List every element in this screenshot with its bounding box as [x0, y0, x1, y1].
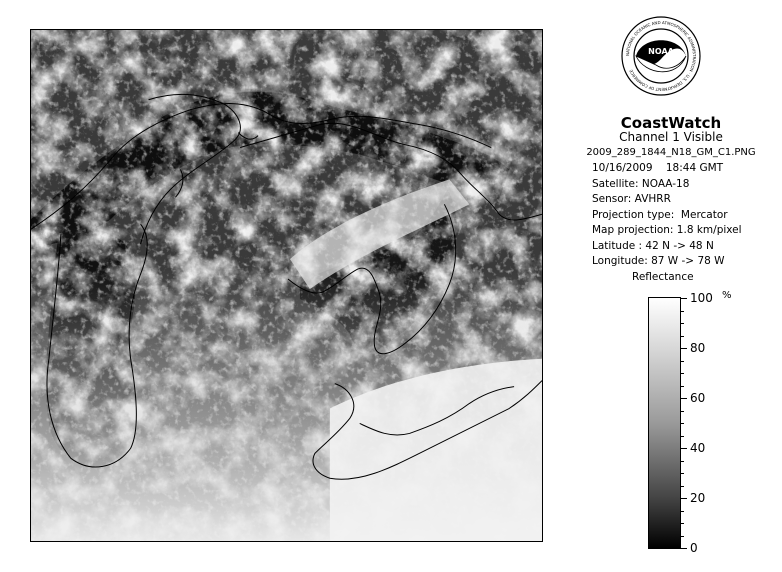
satellite-text: Satellite: NOAA-18	[592, 177, 690, 190]
latitude-text: Latitude : 42 N -> 48 N	[592, 239, 714, 252]
colorbar-minor-tick	[681, 473, 684, 474]
colorbar-minor-tick	[681, 461, 684, 462]
legend-unit: %	[722, 290, 732, 301]
colorbar-tick-label: 60	[690, 391, 706, 405]
colorbar-tick	[681, 348, 687, 349]
colorbar-minor-tick	[681, 536, 684, 537]
colorbar-minor-tick	[681, 511, 684, 512]
colorbar-tick	[681, 548, 687, 549]
colorbar-tick	[681, 398, 687, 399]
map-projection-text: Map projection: 1.8 km/pixel	[592, 224, 742, 236]
colorbar-minor-tick	[681, 336, 684, 337]
noaa-logo	[620, 13, 702, 107]
datetime-text: 10/16/2009 18:44 GMT	[592, 162, 724, 174]
colorbar-tick	[681, 498, 687, 499]
colorbar-tick-label: 20	[690, 491, 706, 505]
colorbar-minor-tick	[681, 323, 684, 324]
longitude-text: Longitude: 87 W -> 78 W	[592, 255, 725, 267]
colorbar-minor-tick	[681, 486, 684, 487]
sensor-text: Sensor: AVHRR	[592, 193, 671, 205]
colorbar-minor-tick	[681, 423, 684, 424]
colorbar-tick-label: 100	[690, 291, 713, 305]
reflectance-colorbar	[648, 297, 681, 549]
brand-title: CoastWatch	[620, 114, 722, 132]
colorbar-tick-label: 80	[690, 341, 706, 355]
logo-ring-text: NATIONAL OCEANIC AND ATMOSPHERIC ADMINISTRATION · U.S. DEPARTMENT OF COMMERCE	[624, 19, 698, 93]
colorbar-tick	[681, 298, 687, 299]
satellite-image	[30, 29, 543, 542]
colorbar-tick-label: 0	[690, 541, 698, 555]
legend-title: Reflectance	[632, 271, 694, 283]
colorbar-minor-tick	[681, 373, 684, 374]
image-filename: 2009_289_1844_N18_GM_C1.PNG	[586, 147, 756, 158]
colorbar-minor-tick	[681, 523, 684, 524]
colorbar-minor-tick	[681, 436, 684, 437]
colorbar-tick-label: 40	[690, 441, 706, 455]
colorbar-tick	[681, 448, 687, 449]
projection-type-text: Projection type: Mercator	[592, 208, 728, 221]
channel-name: Channel 1 Visible	[619, 130, 723, 144]
logo-label: NOAA	[648, 47, 674, 56]
satellite-map	[31, 30, 542, 541]
colorbar-minor-tick	[681, 361, 684, 362]
image-metadata	[592, 161, 742, 270]
colorbar-minor-tick	[681, 411, 684, 412]
colorbar-minor-tick	[681, 386, 684, 387]
colorbar-minor-tick	[681, 311, 684, 312]
